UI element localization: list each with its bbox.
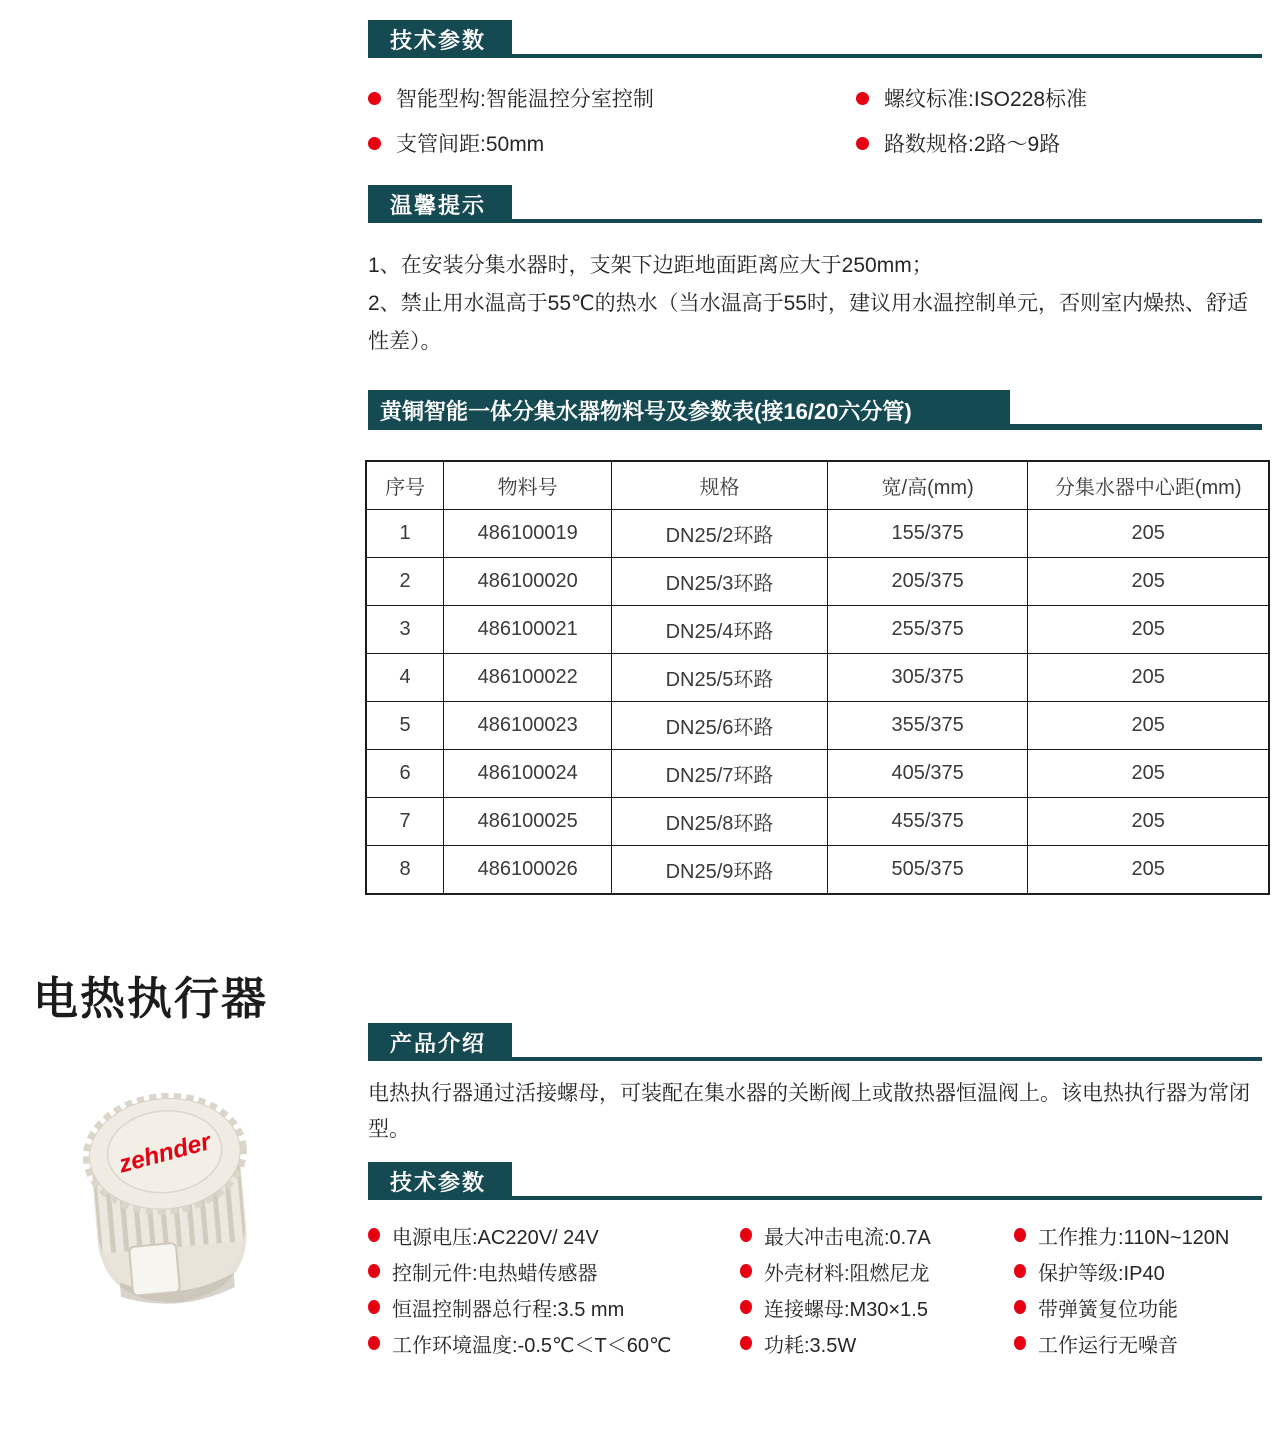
spec-item [1014,1258,1262,1284]
product-intro-text: 电热执行器通过活接螺母，可装配在集水器的关断阀上或散热器恒温阀上。该电热执行器为常闭型。 [368,1082,1250,1141]
bullet-icon [1014,1300,1026,1314]
spec-item [368,1294,740,1320]
spec-text: 路数规格:2路～9路 [884,133,1061,156]
table-cell: 7 [366,798,444,846]
spec-text: 工作运行无噪音 [1038,1334,1178,1357]
spec-item [1014,1294,1262,1320]
bullet-icon [1014,1228,1026,1242]
table-cell: 486100020 [444,558,612,606]
bullet-icon [740,1264,752,1278]
tip-line: 2、禁止用水温高于55℃的热水（当水温高于55时，建议用水温控制单元，否则室内燥热、舒适性差）。 [368,292,1248,353]
spec-text: 支管间距:50mm [396,133,545,156]
table-row [366,702,1269,750]
bullet-icon [368,137,381,150]
spec-item [368,129,856,157]
manifold-parts-table [365,460,1270,895]
bullet-icon [368,1300,380,1314]
tips-text [368,247,1266,361]
table-cell: 486100024 [444,750,612,798]
table-cell: DN25/4环路 [612,606,828,654]
spec-item [368,1258,740,1284]
col-header: 分集水器中心距(mm) [1028,461,1269,510]
table-cell: DN25/8环路 [612,798,828,846]
header-tab [368,1162,512,1200]
bullet-icon [740,1228,752,1242]
spec-text: 电源电压:AC220V/ 24V [392,1226,599,1249]
table-cell: 2 [366,558,444,606]
spec-item [856,84,1262,112]
table-row [366,846,1269,895]
spec-item [740,1222,1014,1248]
table-cell: 6 [366,750,444,798]
table-cell: 505/375 [827,846,1027,895]
col-header: 规格 [612,461,828,510]
table-cell: 486100022 [444,654,612,702]
spec-text: 外壳材料:阻燃尼龙 [764,1262,930,1285]
table-cell: 205 [1028,606,1269,654]
spec-text: 最大冲击电流:0.7A [764,1226,931,1249]
table-cell: 486100021 [444,606,612,654]
table-cell: 486100025 [444,798,612,846]
table-cell: 205 [1028,654,1269,702]
spec-text: 螺纹标准:ISO228标准 [884,88,1088,111]
table-cell: 205 [1028,798,1269,846]
table-row [366,750,1269,798]
header-tab [368,1023,512,1061]
bullet-icon [1014,1336,1026,1350]
table-cell: 3 [366,606,444,654]
section-title: 技术参数 [390,1169,487,1195]
bullet-icon [856,92,869,105]
table-cell: 205/375 [827,558,1027,606]
table-cell: 155/375 [827,510,1027,558]
table-row [366,654,1269,702]
table-header-row [366,461,1269,510]
spec-item [740,1294,1014,1320]
spec-item [368,1330,740,1356]
col-header: 宽/高(mm) [827,461,1027,510]
table-cell: DN25/7环路 [612,750,828,798]
section-title: 技术参数 [390,27,487,53]
table-cell: 305/375 [827,654,1027,702]
table-cell: 486100026 [444,846,612,895]
table-cell: 1 [366,510,444,558]
table-cell: DN25/3环路 [612,558,828,606]
section-title: 温馨提示 [390,192,487,218]
section-header-product-intro [368,1023,1262,1061]
table-cell: 355/375 [827,702,1027,750]
table-cell: DN25/9环路 [612,846,828,895]
spec-item [740,1258,1014,1284]
spec-text: 功耗:3.5W [764,1334,857,1357]
section-header-tech-params-1 [368,20,1262,58]
bullet-icon [740,1300,752,1314]
bullet-icon [368,92,381,105]
spec-item [368,84,856,112]
spec-item [1014,1222,1262,1248]
spec-text: 工作环境温度:-0.5℃＜T＜60℃ [392,1334,672,1357]
table-cell: DN25/2环路 [612,510,828,558]
table-cell: DN25/5环路 [612,654,828,702]
table-row [366,510,1269,558]
table-cell: 486100019 [444,510,612,558]
table-cell: 205 [1028,558,1269,606]
brand-logo: zehnder [115,1128,214,1179]
spec-text: 恒温控制器总行程:3.5 mm [392,1298,625,1321]
spec-item [856,129,1262,157]
table-title-bar [368,390,1262,430]
spec-text: 智能型构:智能温控分室控制 [396,88,654,111]
section-header-tips [368,185,1262,223]
tip-line: 1、在安装分集水器时，支架下边距地面距离应大于250mm； [368,254,933,277]
table-cell: 255/375 [827,606,1027,654]
table-cell: DN25/6环路 [612,702,828,750]
table-cell: 205 [1028,846,1269,895]
table-title: 黄铜智能一体分集水器物料号及参数表(接16/20六分管) [368,390,1010,430]
table-row [366,606,1269,654]
section-title: 产品介绍 [390,1030,487,1056]
table-row [366,558,1269,606]
spec-item [740,1330,1014,1356]
table-cell: 486100023 [444,702,612,750]
table-cell: 205 [1028,510,1269,558]
col-header: 物料号 [444,461,612,510]
table-cell: 405/375 [827,750,1027,798]
table-cell: 8 [366,846,444,895]
bullet-icon [368,1336,380,1350]
actuator-body [83,1091,255,1310]
table-row [366,798,1269,846]
header-tab [368,20,512,58]
spec-text: 连接螺母:M30×1.5 [764,1298,928,1321]
col-header: 序号 [366,461,444,510]
spec-text: 工作推力:110N~120N [1038,1226,1230,1249]
spec-text: 控制元件:电热蜡传感器 [392,1262,598,1285]
bullet-icon [1014,1264,1026,1278]
product-title: 电热执行器 [33,973,269,1024]
bullet-icon [368,1228,380,1242]
bullet-icon [368,1264,380,1278]
table-cell: 205 [1028,750,1269,798]
header-tab [368,185,512,223]
table-cell: 4 [366,654,444,702]
bullet-icon [740,1336,752,1350]
spec-item [1014,1330,1262,1356]
spec-item [368,1222,740,1248]
spec-text: 保护等级:IP40 [1038,1262,1165,1285]
table-cell: 5 [366,702,444,750]
table-cell: 455/375 [827,798,1027,846]
spec-text: 带弹簧复位功能 [1038,1298,1178,1321]
product-photo [70,1072,266,1322]
section-header-tech-params-2 [368,1162,1262,1200]
table-cell: 205 [1028,702,1269,750]
tech-params-2-list [368,1222,1262,1356]
tech-params-1-list [368,84,1262,157]
bullet-icon [856,137,869,150]
